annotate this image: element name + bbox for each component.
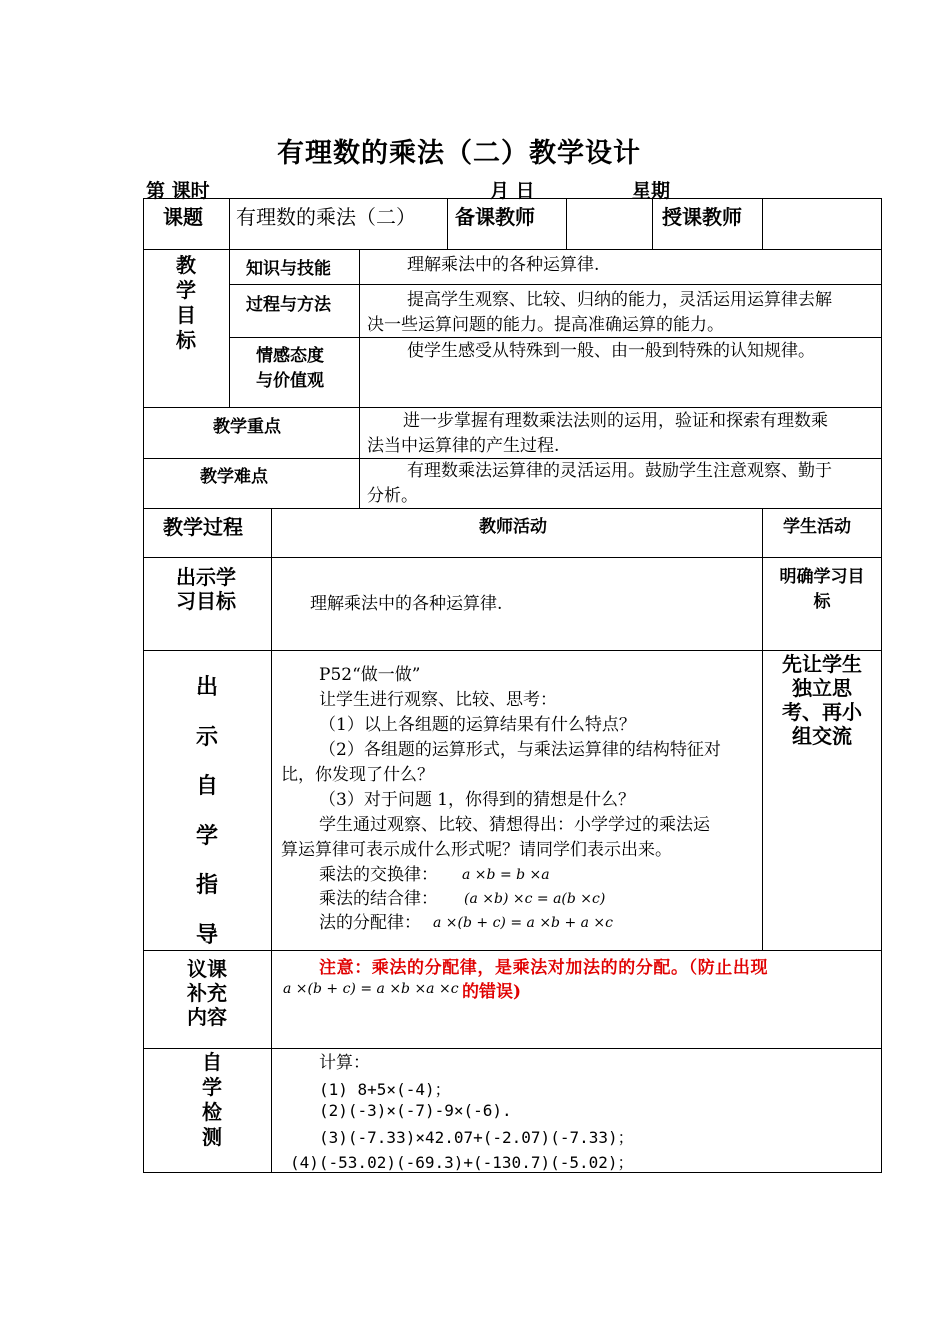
check-line: (2)(-3)×(-7)-9×(-6).: [319, 1101, 512, 1120]
guide-line: （3）对于问题 1，你得到的猜想是什么？: [319, 790, 636, 810]
associative-formula: (a ×b) ×c = a(b ×c): [464, 891, 606, 907]
key-point-line: 法当中运算律的产生过程.: [367, 436, 560, 456]
guide-student-line: 先让学生: [782, 652, 862, 676]
goals-label: 出示学: [176, 565, 236, 589]
difficulty-label: 教学难点: [200, 467, 268, 487]
associative-label: 乘法的结合律：: [319, 889, 438, 909]
guide-line: 算运算律可表示成什么形式呢？请同学们表示出来。: [281, 840, 672, 860]
supplement-label: 议课: [187, 957, 227, 981]
guide-student-line: 独立思: [792, 676, 852, 700]
goals-student-text: 明确学习目: [779, 567, 865, 587]
commutative-label: 乘法的交换律：: [319, 865, 438, 885]
emotion-label: 与价值观: [256, 371, 324, 391]
check-label-char: 测: [202, 1125, 222, 1149]
supplement-note: 注意：乘法的分配律，是乘法对加法的的分配。（防止出现: [319, 958, 769, 978]
teaching-teacher-label: 授课教师: [662, 205, 742, 229]
goals-label: 习目标: [176, 589, 236, 613]
objectives-label-char: 学: [176, 278, 196, 302]
objectives-label-char: 标: [176, 328, 196, 352]
check-label: [202, 1050, 224, 1150]
process-method-label: 过程与方法: [246, 295, 331, 315]
topic-value: 有理数的乘法（二）: [236, 205, 416, 229]
emotion-label: 情感态度: [256, 346, 324, 366]
guide-line: P52“做一做”: [319, 665, 421, 685]
key-point-label: 教学重点: [213, 417, 281, 437]
page-title: 有理数的乘法（二）教学设计: [277, 138, 641, 169]
guide-label-char: 导: [196, 921, 219, 948]
check-label-char: 自: [202, 1050, 222, 1074]
guide-label-char: 学: [196, 822, 219, 849]
objectives-label-char: 目: [176, 303, 196, 327]
check-line: (1) 8+5×(-4)；: [319, 1080, 451, 1099]
guide-line: 比，你发现了什么？: [281, 765, 434, 785]
guide-label-char: 示: [196, 723, 219, 750]
emotion-text: 使学生感受从特殊到一般、由一般到特殊的认知规律。: [407, 341, 815, 361]
guide-student-line: 考、再小: [782, 700, 862, 724]
process-header-label: 教学过程: [163, 515, 243, 539]
objectives-label-char: 教: [176, 253, 196, 277]
lesson-number: 第 课时: [146, 180, 210, 202]
check-line: 计算：: [319, 1053, 370, 1073]
teacher-activity-header: 教师活动: [479, 517, 547, 537]
student-activity-header: 学生活动: [783, 517, 851, 537]
key-point-line: 进一步掌握有理数乘法法则的运用，验证和探索有理数乘: [403, 411, 828, 431]
supplement-wrong-formula: a ×(b + c) = a ×b ×a ×c: [283, 981, 459, 997]
distributive-label: 法的分配律：: [319, 913, 421, 933]
check-line: (3)(-7.33)×42.07+(-2.07)(-7.33)；: [319, 1128, 634, 1147]
supplement-note-tail: 的错误): [462, 982, 522, 1002]
guide-label-char: 指: [196, 872, 219, 898]
date-field: 月 日: [490, 180, 535, 202]
guide-label: [196, 663, 220, 960]
difficulty-line: 分析。: [367, 486, 418, 506]
goals-student-text: 标: [813, 592, 831, 612]
supplement-label: 内容: [187, 1005, 227, 1029]
goals-teacher-text: 理解乘法中的各种运算律.: [310, 594, 503, 614]
topic-label: 课题: [163, 205, 203, 229]
guide-line: （2）各组题的运算形式，与乘法运算律的结构特征对: [319, 740, 721, 760]
knowledge-label: 知识与技能: [246, 259, 331, 279]
guide-line: 学生通过观察、比较、猜想得出：小学学过的乘法运: [319, 815, 710, 835]
process-method-line: 决一些运算问题的能力。提高准确运算的能力。: [367, 315, 724, 335]
supplement-label: 补充: [187, 981, 227, 1005]
check-label-char: 学: [202, 1075, 222, 1099]
guide-line: （1）以上各组题的运算结果有什么特点？: [319, 715, 636, 735]
objectives-label: [176, 253, 198, 353]
prep-teacher-label: 备课教师: [455, 205, 535, 229]
guide-line: 让学生进行观察、比较、思考：: [319, 690, 557, 710]
process-method-line: 提高学生观察、比较、归纳的能力，灵活运用运算律去解: [407, 290, 832, 310]
commutative-formula: a ×b = b ×a: [462, 867, 550, 883]
knowledge-text: 理解乘法中的各种运算律.: [407, 255, 600, 275]
check-label-char: 检: [202, 1100, 222, 1124]
difficulty-line: 有理数乘法运算律的灵活运用。鼓励学生注意观察、勤于: [407, 461, 832, 481]
guide-student-line: 组交流: [792, 724, 852, 748]
check-line: (4)(-53.02)(-69.3)+(-130.7)(-5.02)；: [290, 1153, 634, 1172]
guide-label-char: 自: [196, 773, 219, 799]
guide-label-char: 出: [196, 674, 219, 700]
weekday-field: 星期: [632, 180, 671, 202]
distributive-formula: a ×(b + c) = a ×b + a ×c: [433, 915, 614, 931]
